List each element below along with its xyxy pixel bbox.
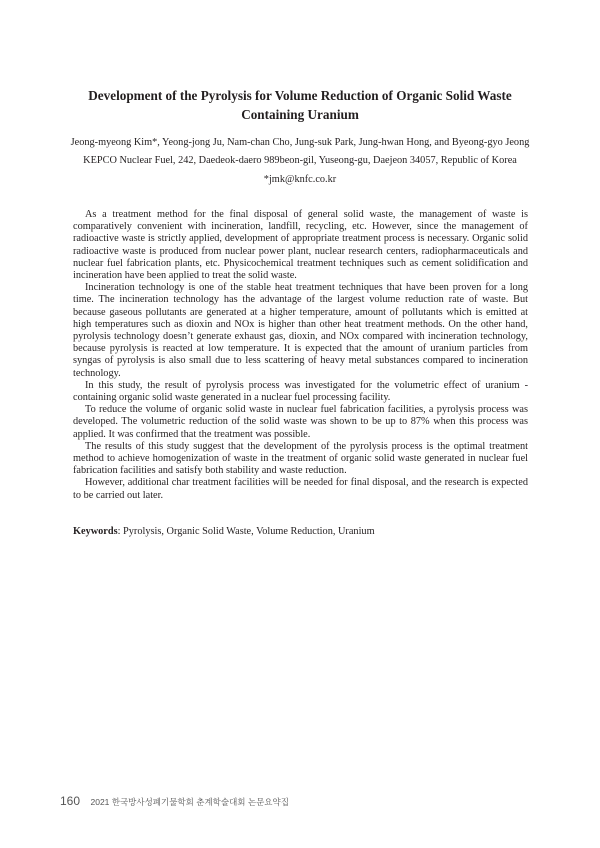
abstract-paragraph: In this study, the result of pyrolysis process was investigated for the volumetric effect of uranium - containing organic solid waste generated in a nuclear fuel processing facility. bbox=[73, 379, 528, 404]
keywords-label: Keywords bbox=[73, 526, 118, 537]
abstract-body bbox=[73, 209, 528, 502]
abstract-paragraph: The results of this study suggest that the development of the pyrolysis process is the optimal treatment method to achieve homogenization of waste in the treatment of organic solid waste generated in nuclear fuel fabrication facilities and satisfy both stability and waste reduction. bbox=[73, 440, 528, 477]
abstract-paragraph: To reduce the volume of organic solid waste in nuclear fuel fabrication facilities, a pyrolysis process was developed. The volumetric reduction of the solid waste was shown to be up to 87% when this process was applied. It was confirmed that the treatment was possible. bbox=[73, 404, 528, 440]
abstract-paragraph: As a treatment method for the final disposal of general solid waste, the management of waste is comparatively convenient with incineration, landfill, recycling, etc. However, since the management of radioactive waste is strictly applied, development of appropriate treatment process is necessary. Organic solid radioactive waste is produced from nuclear power plant, nuclear research centers, radiopharmaceuticals and nuclear fuel fabrication plants, etc. Physicochemical treatment techniques such as cement solidification and incineration have been applied to treat the solid waste. bbox=[73, 209, 528, 282]
keywords-text: : Pyrolysis, Organic Solid Waste, Volume Reduction, Uranium bbox=[117, 526, 375, 537]
proceedings-title: 2021 한국방사성폐기물학회 춘계학술대회 논문요약집 bbox=[90, 797, 289, 807]
paper-title bbox=[70, 86, 530, 124]
page-footer bbox=[60, 792, 289, 810]
abstract-paragraph: However, additional char treatment facilities will be needed for final disposal, and the research is expected to be carried out later. bbox=[73, 477, 528, 501]
author-list: Jeong-myeong Kim*, Yeong-jong Ju, Nam-chan Cho, Jung-suk Park, Jung-hwan Hong, and Byeong-gyo Jeong bbox=[70, 137, 530, 148]
page-number: 160 bbox=[60, 794, 81, 808]
title-line-2: Containing Uranium bbox=[241, 107, 359, 122]
keywords-line bbox=[73, 526, 528, 538]
abstract-paragraph: Incineration technology is one of the stable heat treatment techniques that have been proven for a long time. The incineration technology has the advantage of the largest volume reduction rate of waste. But because gaseous pollutants are generated at a higher temperature, amount of pollutants which is emitted at high temperatures such as dioxin and NOx is higher than other heat treatment methods. On the other hand, pyrolysis technology doesn’t generate exhaust gas, dioxin, and NOx compared with incineration technology, because pyrolysis is reacted at low temperature. It is expected that the amount of uranium particles from syngas of pyrolysis is also small due to less scattering of heavy metal substances compared to incineration technology. bbox=[73, 282, 528, 379]
title-line-1: Development of the Pyrolysis for Volume Reduction of Organic Solid Waste bbox=[88, 88, 512, 103]
affiliation: KEPCO Nuclear Fuel, 242, Daedeok-daero 989beon-gil, Yuseong-gu, Daejeon 34057, Republic of Korea bbox=[83, 155, 517, 166]
corresponding-email: *jmk@knfc.co.kr bbox=[263, 174, 337, 185]
